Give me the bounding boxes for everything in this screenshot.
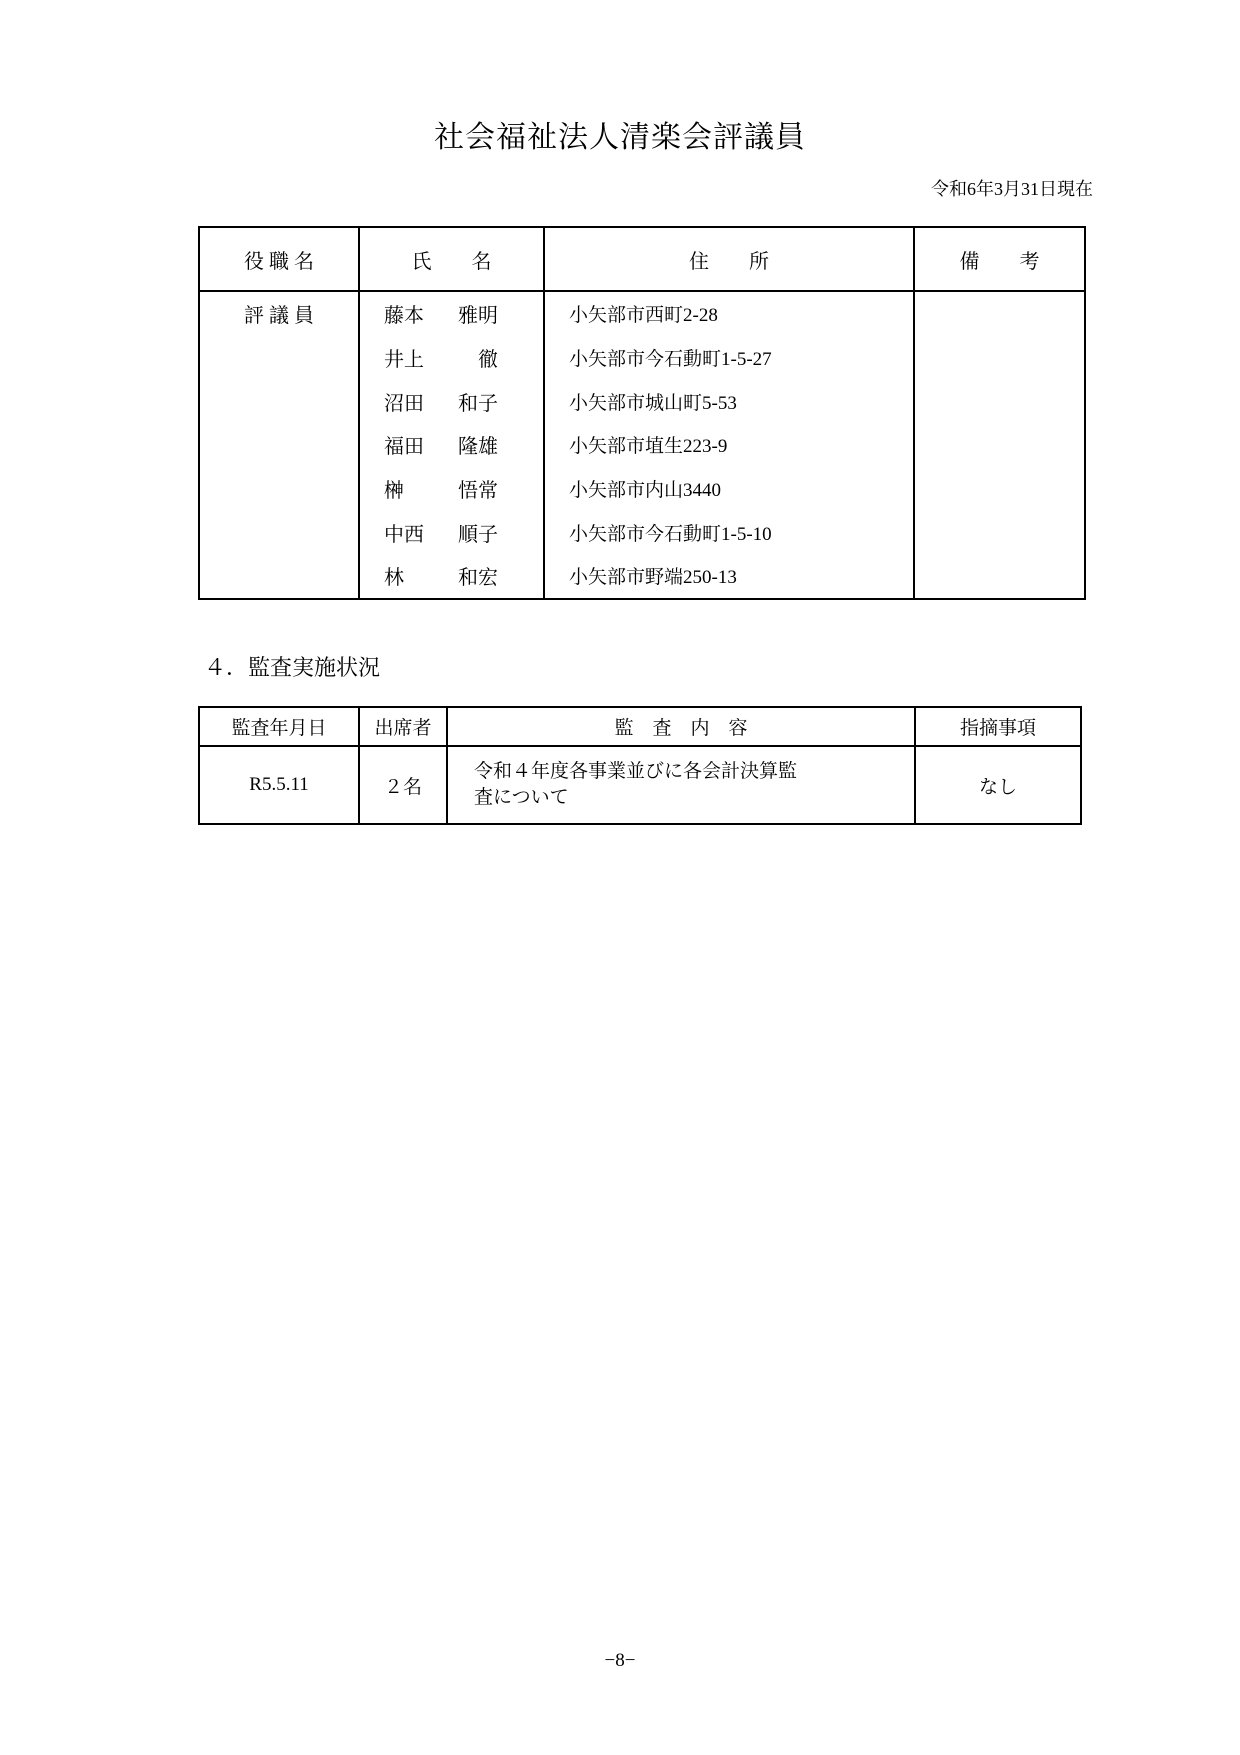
given-name: 隆雄 <box>458 436 498 459</box>
as-of-date: 令和6年3月31日現在 <box>931 179 1093 199</box>
family-name: 井上 <box>384 349 424 372</box>
column-header-name: 氏 名 <box>359 227 544 291</box>
column-header-audit-content: 監 査 内 容 <box>447 707 915 746</box>
councilor-name <box>360 554 543 598</box>
position-cell <box>199 291 359 599</box>
given-name: 徹 <box>478 349 498 372</box>
audit-table-body-row <box>199 746 1081 824</box>
councilor-name <box>360 510 543 554</box>
audit-table-header-row <box>199 707 1081 746</box>
position-label: 評 議 員 <box>244 305 314 328</box>
given-name: 和宏 <box>458 567 498 590</box>
councilor-address: 小矢部市西町2-28 <box>569 305 718 327</box>
councilor-table-header-row <box>199 227 1085 291</box>
councilor-address: 小矢部市今石動町1-5-10 <box>569 523 772 545</box>
family-name: 藤本 <box>384 305 424 328</box>
section-heading-audit: ４．監査実施状況 <box>204 655 381 680</box>
councilor-name <box>360 467 543 511</box>
councilor-address: 小矢部市埴生223-9 <box>569 436 728 458</box>
given-name: 雅明 <box>458 305 498 328</box>
findings-cell: なし <box>915 746 1081 824</box>
names-cell <box>359 291 544 599</box>
audit-content-text: 令和４年度各事業並びに各会計決算監査について <box>474 761 798 808</box>
given-name: 悟常 <box>458 480 498 503</box>
given-name: 和子 <box>458 392 498 415</box>
councilor-address: 小矢部市今石動町1-5-27 <box>569 349 772 371</box>
audit-content-cell <box>447 746 915 824</box>
given-name: 順子 <box>458 523 498 546</box>
councilor-name <box>360 292 543 336</box>
column-header-audit-date: 監査年月日 <box>199 707 359 746</box>
column-header-address: 住 所 <box>544 227 914 291</box>
family-name: 中西 <box>384 523 424 546</box>
audit-date-cell: R5.5.11 <box>199 746 359 824</box>
page-number: −8− <box>604 1650 636 1671</box>
column-header-remarks: 備 考 <box>914 227 1085 291</box>
councilor-address: 小矢部市野端250-13 <box>569 567 737 589</box>
column-header-attendees: 出席者 <box>359 707 447 746</box>
family-name: 福田 <box>384 436 424 459</box>
family-name: 沼田 <box>384 392 424 415</box>
councilor-name <box>360 423 543 467</box>
councilor-table-body-row <box>199 291 1085 599</box>
councilor-address: 小矢部市内山3440 <box>569 480 722 502</box>
councilor-address: 小矢部市城山町5-53 <box>569 392 737 414</box>
page-title: 社会福祉法人清楽会評議員 <box>434 121 806 154</box>
audit-table <box>198 706 1082 825</box>
column-header-findings: 指摘事項 <box>915 707 1081 746</box>
councilor-name <box>360 379 543 423</box>
addresses-cell <box>544 291 914 599</box>
councilor-name <box>360 336 543 380</box>
remarks-cell <box>914 291 1085 599</box>
attendees-cell: ２名 <box>359 746 447 824</box>
column-header-position: 役 職 名 <box>199 227 359 291</box>
family-name: 林 <box>384 567 404 590</box>
councilor-table <box>198 226 1086 600</box>
family-name: 榊 <box>384 480 404 503</box>
